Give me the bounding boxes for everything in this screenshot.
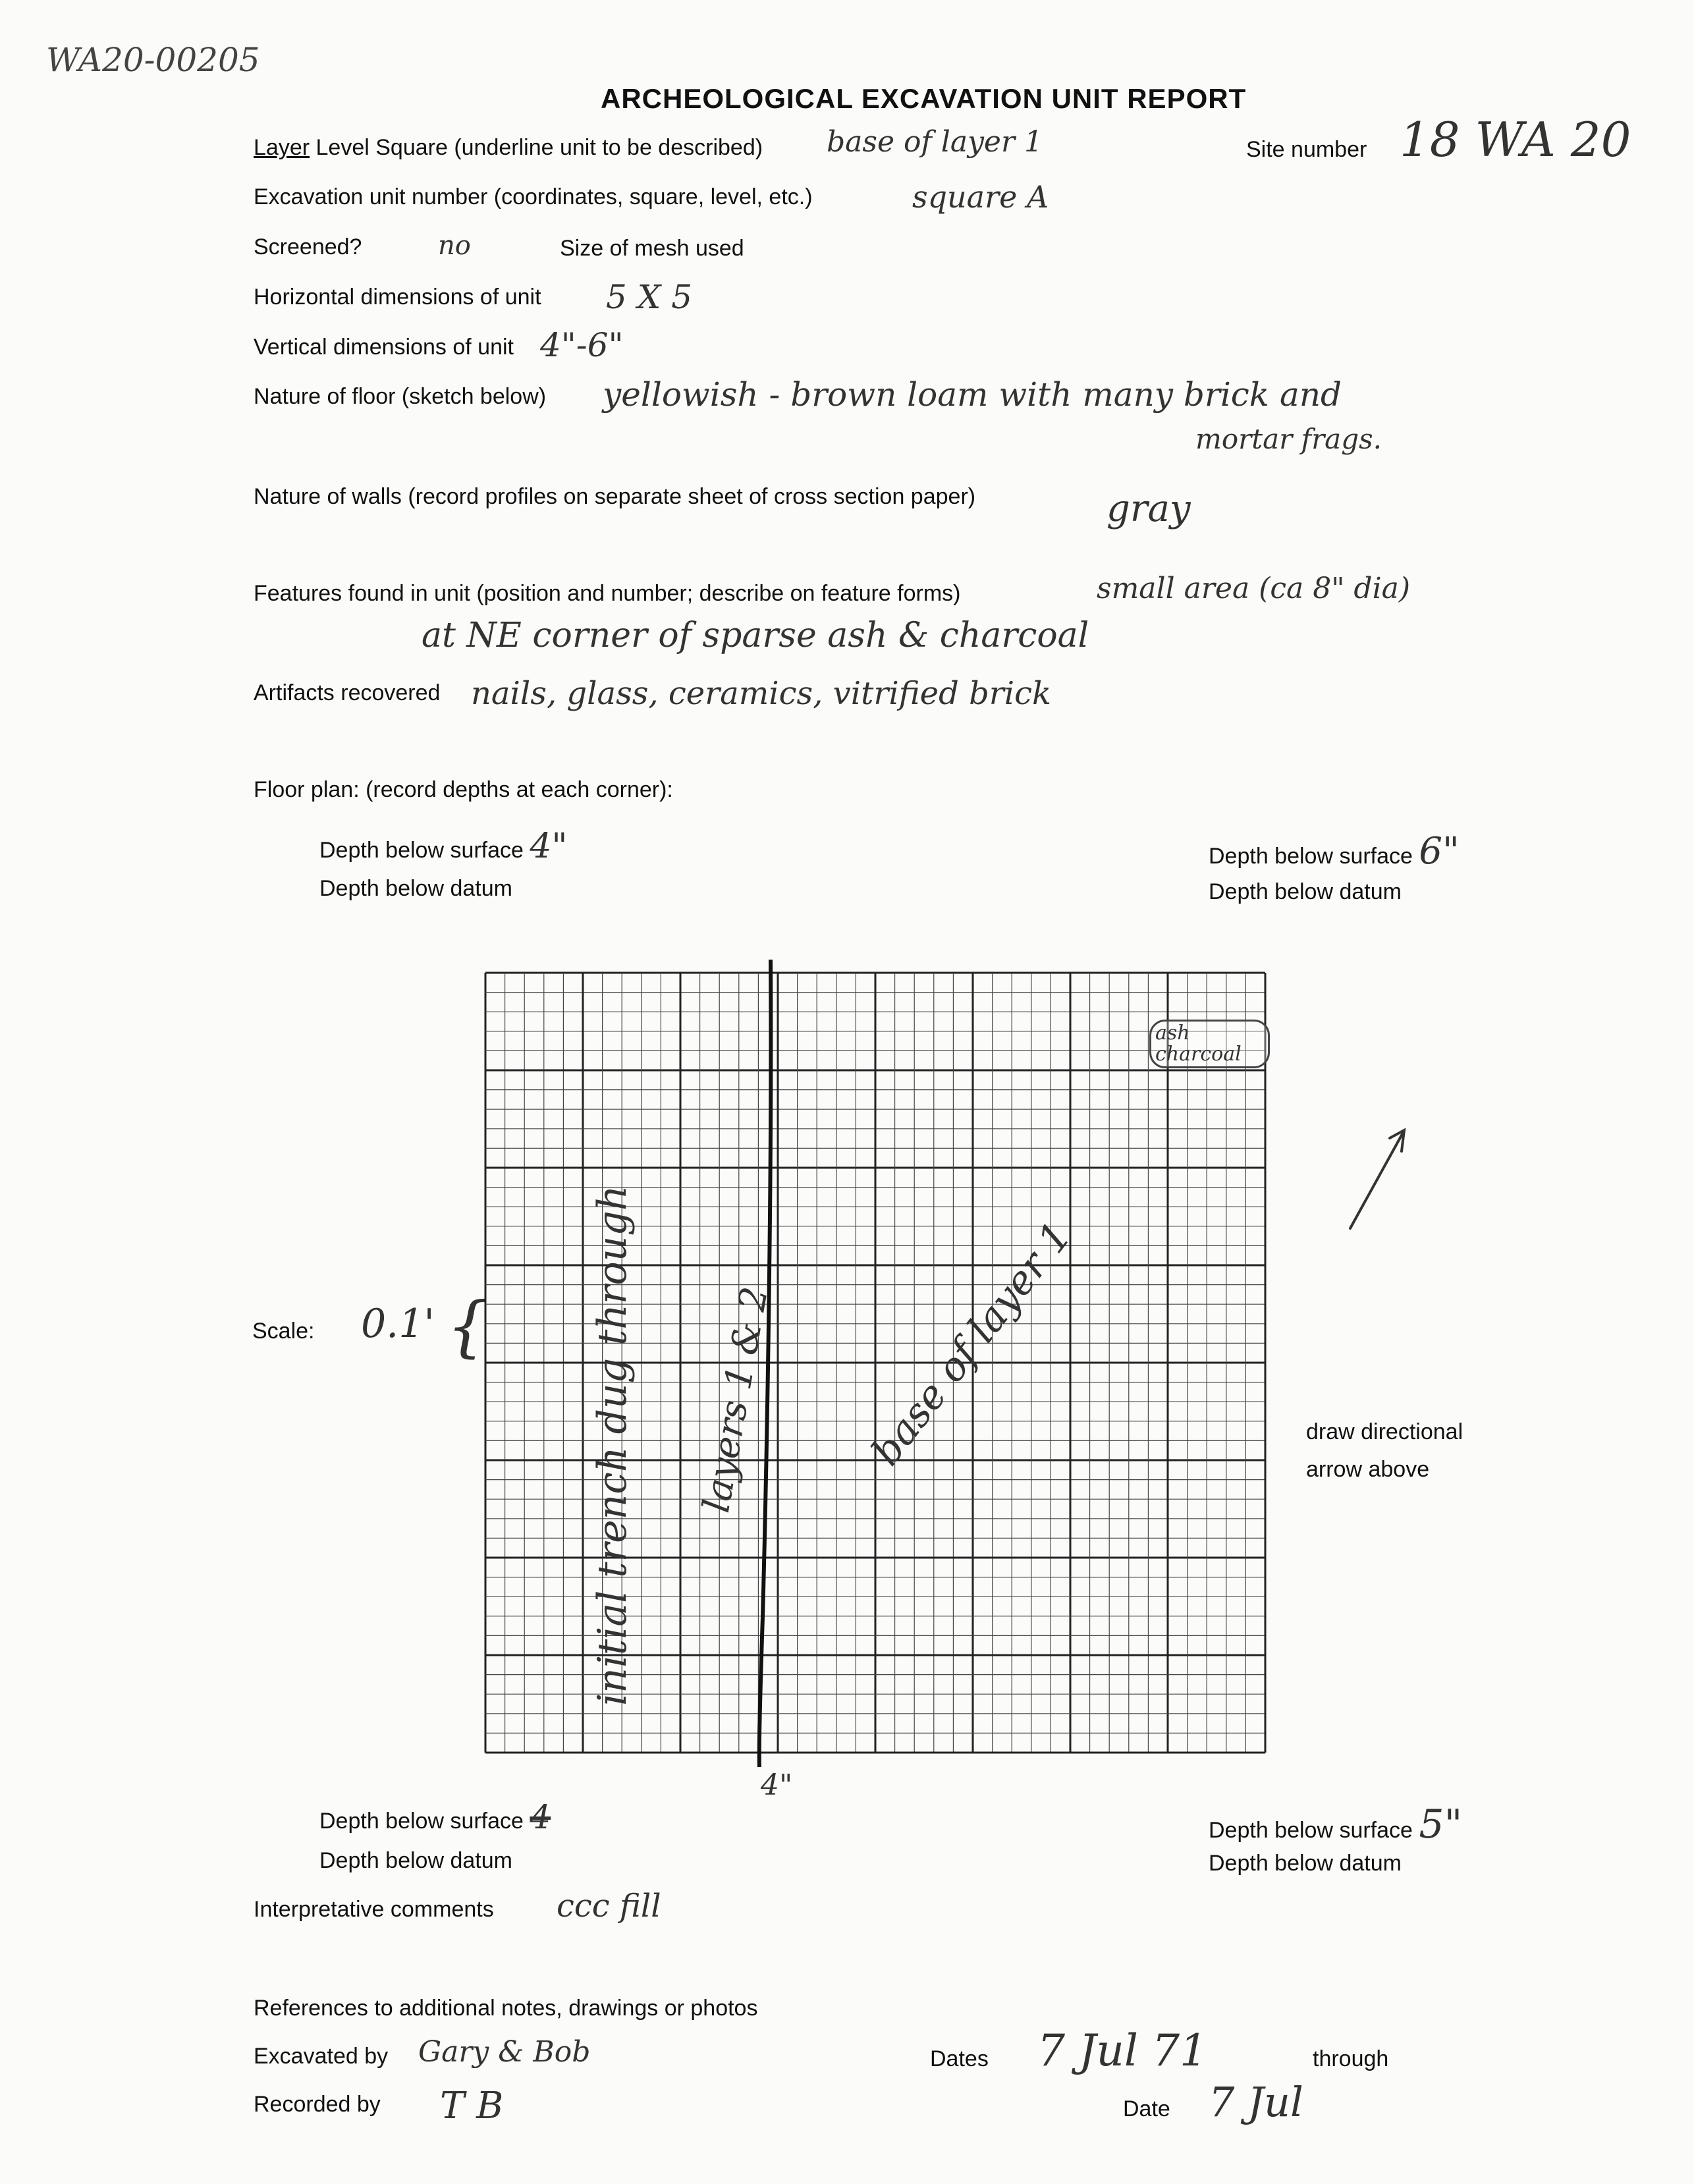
arrow-note-2: arrow above [1306,1457,1430,1482]
floor-plan-label: Floor plan: (record depths at each corner): [254,777,673,802]
tl-depth-datum-label: Depth below datum [319,876,512,901]
dates-value: 7 Jul 71 [1037,2025,1208,2076]
br-depth-surface-value: 5" [1419,1801,1463,1847]
bl-depth-surface-value: 4 [530,1798,551,1836]
site-number-label: Site number [1246,137,1367,162]
interp-value: ccc fill [557,1888,661,1925]
page-title: ARCHEOLOGICAL EXCAVATION UNIT REPORT [601,83,1247,114]
dates-label: Dates [930,2046,989,2071]
mesh-label: Size of mesh used [560,236,744,261]
date-label: Date [1123,2096,1170,2121]
through-label: through [1313,2046,1389,2071]
screened-value: no [438,231,471,261]
tr-depth-surface-value: 6" [1419,830,1460,873]
tl-depth-surface-value: 4" [530,827,568,866]
grid-bottom-mark: 4" [761,1768,793,1802]
artifacts-value: nails, glass, ceramics, vitrified brick [471,675,1052,712]
vertical-label: Vertical dimensions of unit [254,335,514,360]
vertical-value: 4"-6" [540,326,624,364]
features-value-1: small area (ca 8" dia) [1097,572,1411,605]
tl-depth-surface [319,827,567,866]
sketch-base-note: base of layer 1 [863,1213,1081,1475]
floor-value-2: mortar frags. [1195,423,1382,455]
walls-label: Nature of walls (record profiles on separate sheet of cross section paper) [254,484,976,509]
document-id: WA20-00205 [46,41,260,79]
bl-depth-datum-label: Depth below datum [319,1848,512,1873]
bl-depth-surface-label: Depth below surface [319,1809,524,1834]
recorded-value: T B [440,2085,504,2127]
horizontal-label: Horizontal dimensions of unit [254,285,541,310]
layer-value: base of layer 1 [827,125,1043,159]
unit-value: square A [912,179,1049,215]
arrow-note-1: draw directional [1306,1419,1463,1444]
layer-field [254,135,763,161]
interp-label: Interpretative comments [254,1897,494,1922]
features-label: Features found in unit (position and number; describe on feature forms) [254,581,961,606]
floor-label: Nature of floor (sketch below) [254,384,547,409]
bl-depth-surface [319,1798,551,1836]
sketch-trench-note: initial trench dug through [589,1185,636,1706]
site-number-value: 18 WA 20 [1400,112,1631,167]
layer-label: Level Square (underline unit to be described) [315,135,763,160]
tr-depth-datum-label: Depth below datum [1209,879,1402,904]
br-depth-datum-label: Depth below datum [1209,1851,1402,1876]
artifacts-label: Artifacts recovered [254,680,441,705]
scale-label: Scale: [252,1319,315,1344]
sketch-ash-note: ash charcoal [1149,1020,1270,1068]
excavated-value: Gary & Bob [418,2035,591,2069]
recorded-label: Recorded by [254,2092,381,2117]
scale-value: 0.1' [361,1301,435,1347]
scale-brace: { [447,1288,489,1365]
br-depth-surface [1209,1801,1462,1847]
tr-depth-surface [1209,830,1460,873]
date-value: 7 Jul [1209,2078,1303,2126]
walls-value: gray [1107,487,1191,530]
horizontal-value: 5 X 5 [606,278,693,316]
excavated-label: Excavated by [254,2044,389,2069]
br-depth-surface-label: Depth below surface [1209,1818,1413,1843]
tl-depth-surface-label: Depth below surface [319,838,524,863]
floor-value-1: yellowish - brown loam with many brick and [603,375,1342,414]
refs-label: References to additional notes, drawings or photos [254,1996,758,2021]
tr-depth-surface-label: Depth below surface [1209,844,1413,869]
north-arrow-icon [1337,1120,1416,1238]
sketch-layers-note: layers 1 & 2 [695,1284,777,1516]
unit-label: Excavation unit number (coordinates, square, level, etc.) [254,184,813,209]
layer-word: Layer [254,135,310,160]
features-value-2: at NE corner of sparse ash & charcoal [422,616,1089,655]
screened-label: Screened? [254,234,362,259]
